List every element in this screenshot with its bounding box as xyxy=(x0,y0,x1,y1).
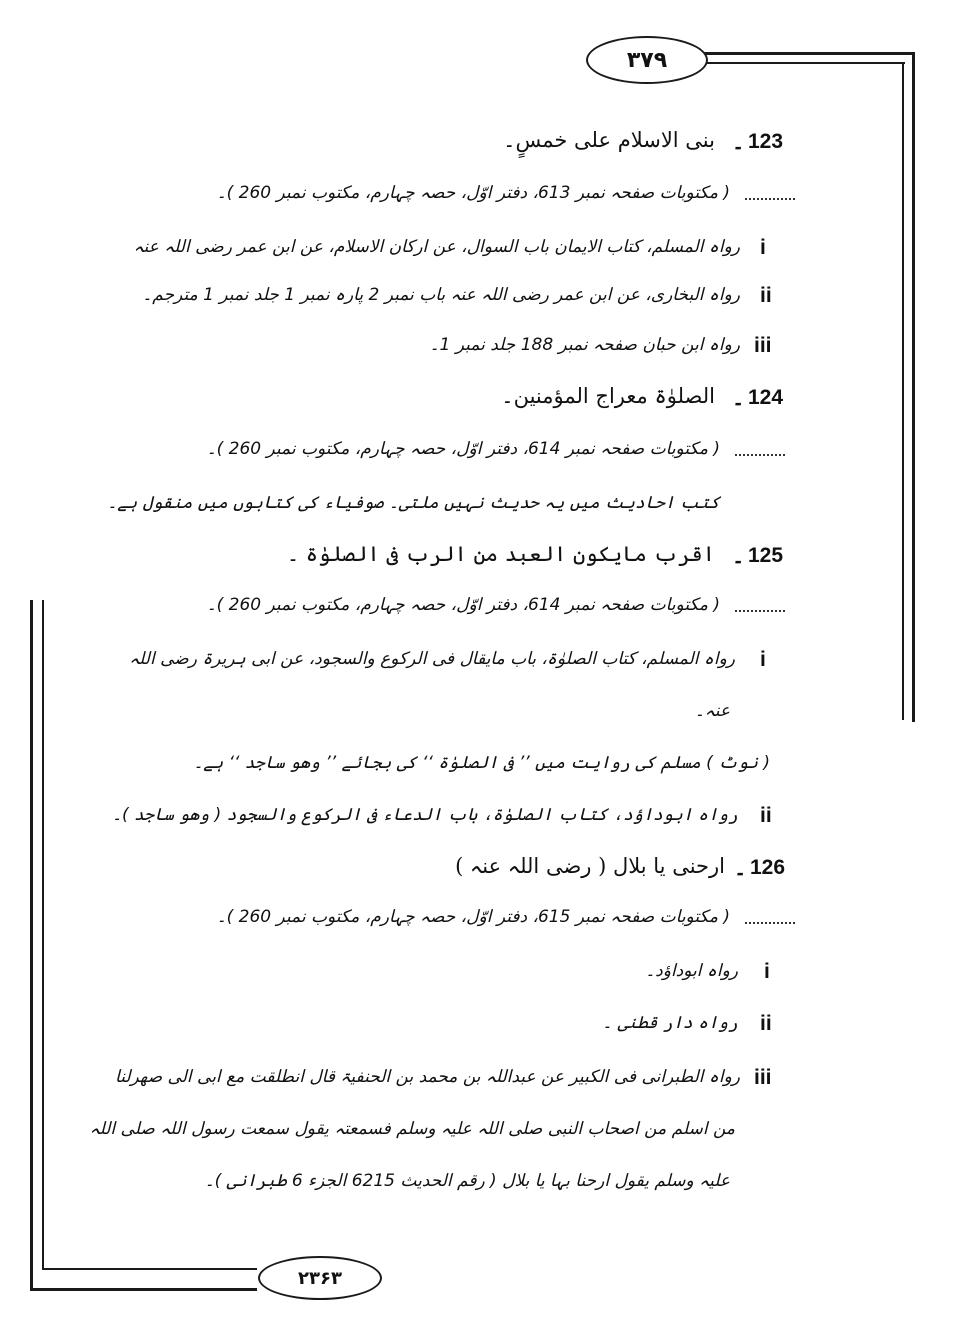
source-text: من اسلم من اصحاب النبی صلی اللہ علیہ وسلم فسمعتہ یقول سمعت رسول اللہ صلی اللہ xyxy=(89,1119,735,1139)
source-label: iii xyxy=(754,1066,772,1089)
source-text: رواہ ابن حبان صفحہ نمبر 188 جلد نمبر 1۔ xyxy=(429,335,740,355)
source-line xyxy=(0,224,960,274)
hadith-line: 123 ۔ بنی الاسلام علی خمسٍ۔ xyxy=(503,128,784,154)
hadith-text: ارحنی یا بلال ( رضی اللہ عنہ ) xyxy=(455,854,725,878)
dotted-leader xyxy=(745,198,795,200)
source-text: رواہ دار قطنی ۔ xyxy=(602,1013,738,1033)
hadith-number: 124 xyxy=(748,386,784,409)
source-label: ii xyxy=(760,1012,772,1035)
note-line xyxy=(0,740,960,790)
reference-line xyxy=(0,896,960,946)
hadith-number: 125 xyxy=(748,544,784,567)
hadith-line: 124 ۔ الصلوٰۃ معراج المؤمنین۔ xyxy=(501,384,784,410)
source-text: رواہ ابوداؤد، کتاب الصلوٰۃ، باب الدعاء فی الرکوع والسجود ( وھو ساجد )۔ xyxy=(112,805,738,825)
source-line xyxy=(0,272,960,322)
source-label: iii xyxy=(754,334,772,357)
reference-line xyxy=(0,428,960,478)
reference-text: ( مکتوبات صفحہ نمبر 614، دفتر اوّل، حصہ چہارم، مکتوب نمبر 260 )۔ xyxy=(206,595,720,615)
hadith-line: 126 ۔ ارحنی یا بلال ( رضی اللہ عنہ ) xyxy=(455,854,786,880)
hadith-text: بنی الاسلام علی خمسٍ۔ xyxy=(503,128,715,152)
hadith-number: 126 xyxy=(750,856,786,879)
reference-line xyxy=(0,584,960,634)
source-text: علیہ وسلم یقول ارحنا بہا یا بلال ( رقم الحدیث 6215 الجزء 6 طبرانی )۔ xyxy=(204,1171,730,1191)
source-label: ii xyxy=(760,284,772,307)
footer-page-number: ۲۳۶۳ xyxy=(258,1256,382,1300)
source-text: عنہ۔ xyxy=(694,701,730,721)
note-text: ( نوٹ ) مسلم کی روایت میں ’’ فی الصلوٰۃ ‘‘ کی بجائے ’’ وھو ساجد ‘‘ ہے۔ xyxy=(193,753,770,773)
dotted-leader xyxy=(735,610,785,612)
source-continuation xyxy=(0,1158,960,1208)
source-line xyxy=(0,948,960,998)
source-continuation xyxy=(0,688,960,738)
source-label: i xyxy=(764,960,770,983)
source-line xyxy=(0,1000,960,1050)
note-line xyxy=(0,480,960,530)
note-text: کتب احادیث میں یہ حدیث نہیں ملتی۔ صوفیاء کی کتابوں میں منقول ہے۔ xyxy=(107,493,720,513)
source-text: رواہ المسلم، کتاب الایمان باب السوال، عن ارکان الاسلام، عن ابن عمر رضی اللہ عنہ xyxy=(133,237,740,257)
source-continuation xyxy=(0,1106,960,1156)
source-label: i xyxy=(760,236,766,259)
source-label: i xyxy=(760,648,766,671)
source-line xyxy=(0,636,960,686)
reference-text: ( مکتوبات صفحہ نمبر 615، دفتر اوّل، حصہ چہارم، مکتوب نمبر 260 )۔ xyxy=(216,907,730,927)
dotted-leader xyxy=(735,454,785,456)
source-text: رواہ البخاری، عن ابن عمر رضی اللہ عنہ باب نمبر 2 پارہ نمبر 1 جلد نمبر 1 مترجم۔ xyxy=(142,285,740,305)
source-text: رواہ الطبرانی فی الکبیر عن عبداللہ بن محمد بن الحنفیۃ قال انطلقت مع ابی الی صھرلنا xyxy=(115,1067,740,1087)
dotted-leader xyxy=(745,922,795,924)
hadith-text: الصلوٰۃ معراج المؤمنین۔ xyxy=(501,384,715,408)
reference-line xyxy=(0,172,960,222)
header-page-number: ۳۷۹ xyxy=(586,36,708,84)
source-label: ii xyxy=(760,804,772,827)
source-text: رواہ ابوداؤد۔ xyxy=(645,961,738,981)
source-text: رواہ المسلم، کتاب الصلوٰۃ، باب مایقال فی الرکوع والسجود، عن ابی ہریرۃ رضی اللہ xyxy=(129,649,735,669)
source-line xyxy=(0,1054,960,1104)
source-line xyxy=(0,322,960,372)
hadith-text: اقرب مایکون العبد من الرب فی الصلوٰۃ ۔ xyxy=(286,542,715,566)
hadith-number: 123 xyxy=(748,130,784,153)
reference-text: ( مکتوبات صفحہ نمبر 613، دفتر اوّل، حصہ چہارم، مکتوب نمبر 260 )۔ xyxy=(216,183,730,203)
hadith-line: 125 ۔ اقرب مایکون العبد من الرب فی الصلوٰۃ ۔ xyxy=(286,542,784,568)
reference-text: ( مکتوبات صفحہ نمبر 614، دفتر اوّل، حصہ چہارم، مکتوب نمبر 260 )۔ xyxy=(206,439,720,459)
source-line xyxy=(0,792,960,842)
